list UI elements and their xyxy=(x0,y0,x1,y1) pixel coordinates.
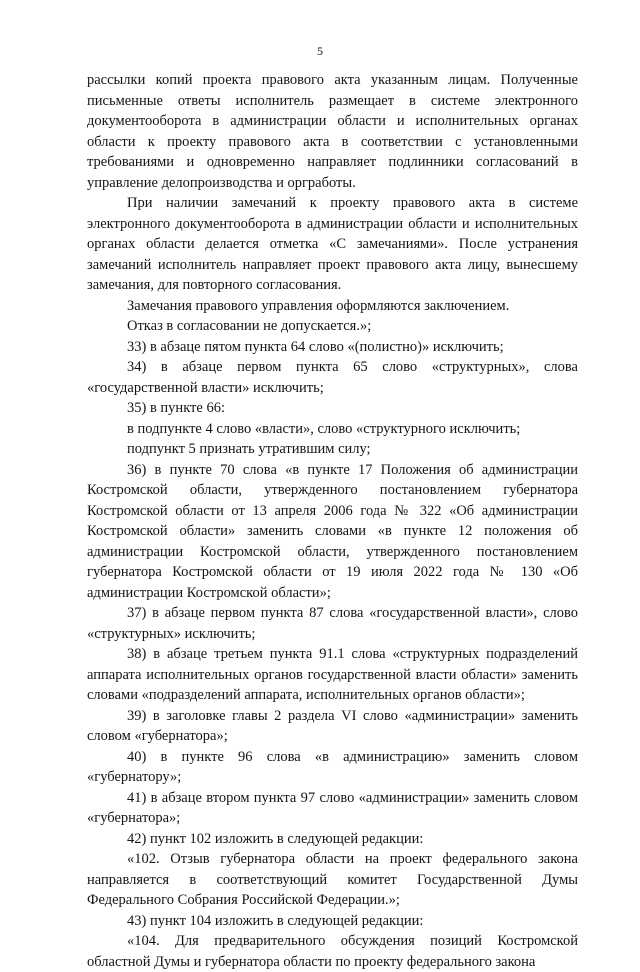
page-number: 5 xyxy=(317,44,323,58)
paragraph: в подпункте 4 слово «власти», слово «структурного исключить; xyxy=(127,420,521,437)
paragraph: Замечания правового управления оформляются заключением. xyxy=(127,297,510,314)
paragraph: При наличии замечаний к проекту правового акта в системе электронного документооборота в администрации области и исполнительных органах области делается отметка «С замечаниями». После устранения замечаний исполнитель направляет проект правового акта лицу, вынесшему замечания, для повторного согласования. xyxy=(87,195,578,293)
paragraph: «104. Для предварительного обсуждения позиций Костромской областной Думы и губернатора области по проекту федерального закона xyxy=(87,933,578,970)
paragraph: 37) в абзаце первом пункта 87 слова «государственной власти», слово «структурных» исключить; xyxy=(87,605,578,642)
paragraph: 41) в абзаце втором пункта 97 слово «администрации» заменить словом «губернатора»; xyxy=(87,789,578,826)
paragraph: рассылки копий проекта правового акта указанным лицам. Полученные письменные ответы исполнитель размещает в системе электронного документооборота в администрации области и исполнительных органах области к проекту правового акта в соответствии с установленными требованиями и одновременно направляет подлинники согласований в управление делопроизводства и оргработы. xyxy=(87,72,578,191)
document-body xyxy=(87,70,578,972)
paragraph: 42) пункт 102 изложить в следующей редакции: xyxy=(127,830,424,847)
paragraph: 38) в абзаце третьем пункта 91.1 слова «структурных подразделений аппарата исполнительных органов государственной власти области» заменить словами «подразделений аппарата, исполнительных органов области»; xyxy=(87,646,578,703)
paragraph: подпункт 5 признать утратившим силу; xyxy=(127,441,371,457)
paragraph: 35) в пункте 66: xyxy=(127,400,225,416)
paragraph: 39) в заголовке главы 2 раздела VI слово «администрации» заменить словом «губернатора»; xyxy=(87,707,578,744)
paragraph: 34) в абзаце первом пункта 65 слово «структурных», слова «государственной власти» исключить; xyxy=(87,359,578,396)
paragraph: 40) в пункте 96 слова «в администрацию» заменить словом «губернатору»; xyxy=(87,748,578,785)
paragraph: 43) пункт 104 изложить в следующей редакции: xyxy=(127,912,424,929)
paragraph: «102. Отзыв губернатора области на проект федерального закона направляется в соответствующий комитет Государственной Думы Федерального Собрания Российской Федерации.»; xyxy=(87,851,578,908)
paragraph: Отказ в согласовании не допускается.»; xyxy=(127,318,372,334)
paragraph: 33) в абзаце пятом пункта 64 слово «(полистно)» исключить; xyxy=(127,338,504,355)
paragraph: 36) в пункте 70 слова «в пункте 17 Положения об администрации Костромской области, утвержденного постановлением губернатора Костромской области от 13 апреля 2006 года № 322 «Об администрации Костромской области» заменить словами «в пункте 12 положения об администрации Костромской области, утвержденного постановлением губернатора Костромской области от 19 июля 2022 года № 130 «Об администрации Костромской области»; xyxy=(87,461,578,601)
